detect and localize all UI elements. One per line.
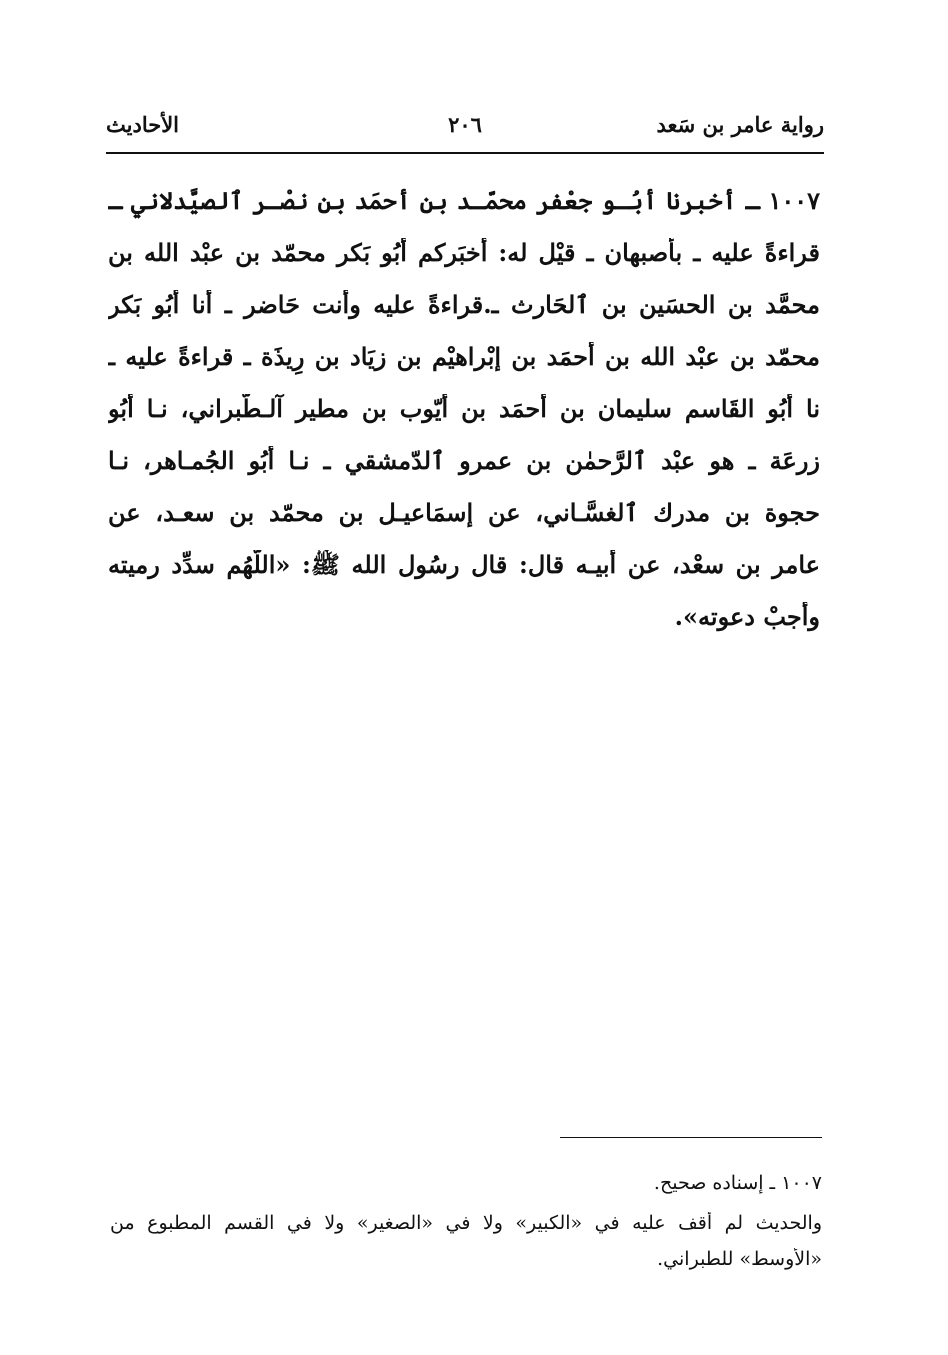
text-line: ١٠٠٧ ـ أخبرنا أبُـو جعْفر محمّـد بن أحمَد بن نصْـر ٱلصيَّدلاني ـ [108, 186, 820, 215]
header-rule [106, 152, 824, 154]
header-book-title: رواية عامر بن سَعد [656, 112, 824, 137]
text-line: قراءةً عليه ـ بأصبهان ـ قيْل له: أخبَركم أبُو بَكر محمّد بن عبْد الله بن [108, 238, 820, 267]
footnote-line: ١٠٠٧ ـ إسناده صحيح. [653, 1172, 822, 1194]
page-number: ٢٠٦ [448, 112, 482, 137]
text-line: عامر بن سعْد، عن أبيـه قال: قال رسُول الله ﷺ: «اللّهُم سدِّد رميته [108, 550, 820, 579]
text-line: نا أبُو القَاسم سليمان بن أحمَد بن أيّوب بن مطير آلـطّبراني، نـا أبُو [108, 394, 820, 423]
running-header [106, 112, 824, 148]
footnote-line: والحديث لم أقف عليه في «الكبير» ولا في «الصغير» ولا في القسم المطبوع من [110, 1212, 822, 1234]
text-line: وأجبْ دعوته». [674, 602, 820, 631]
text-line: محمّد بن عبْد الله بن أحمَد بن إبْراهيْم بن زيَاد بن رِيذَة ـ قراءةً عليه ـ [108, 342, 820, 371]
text-line: محمَّد بن الحسَين بن ٱلحَارث ـ.قراءةً عليه وأنت حَاضر ـ أنا أبُو بَكر [108, 290, 820, 319]
footnote-rule [560, 1137, 822, 1138]
text-line: زرعَة ـ هو عبْد ٱلرَّحمٰن بن عمرو ٱلدّمشقي ـ نـا أبُو الجُمـاهر، نـا [108, 446, 820, 475]
text-line: حجوة بن مدرك ٱلغسَّـاني، عن إسمَاعيـل بن محمّد بن سعـد، عن [108, 498, 820, 527]
header-section-title: الأحاديث [106, 112, 180, 137]
footnote-line: «الأوسط» للطبراني. [657, 1248, 822, 1270]
